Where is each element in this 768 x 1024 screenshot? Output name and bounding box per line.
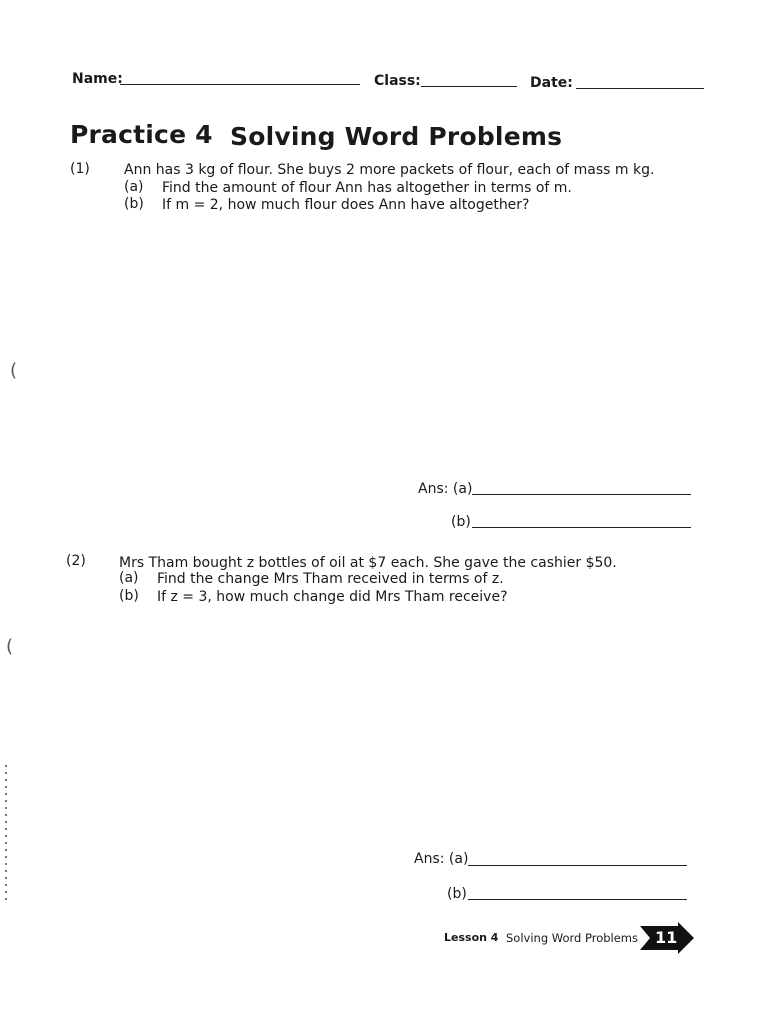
q2a-text: Find the change Mrs Tham received in terms of z.	[157, 571, 504, 587]
q2-stem: Mrs Tham bought z bottles of oil at $7 each. She gave the cashier $50.	[119, 555, 617, 571]
date-line[interactable]	[576, 88, 704, 89]
q1a-label: (a)	[124, 179, 144, 195]
footer-lesson: Lesson 4	[444, 931, 499, 944]
q2-answer-a-line[interactable]	[468, 865, 687, 866]
footer-lesson-title: Solving Word Problems	[506, 931, 638, 945]
page-number: 11	[655, 928, 678, 947]
page-title: Solving Word Problems	[230, 122, 563, 151]
q1-stem: Ann has 3 kg of flour. She buys 2 more packets of flour, each of mass m kg.	[124, 162, 655, 178]
q2a-label: (a)	[119, 570, 139, 586]
practice-heading: Practice 4	[70, 120, 213, 149]
q1b-text: If m = 2, how much flour does Ann have altogether?	[162, 197, 530, 213]
name-label: Name:	[72, 71, 123, 87]
q2-answer-b-label: (b)	[447, 886, 467, 902]
q2-answer-a-label: Ans: (a)	[414, 851, 469, 867]
q2b-text: If z = 3, how much change did Mrs Tham receive?	[157, 589, 508, 605]
q2b-label: (b)	[119, 588, 139, 604]
date-label: Date:	[530, 75, 573, 91]
q1-answer-a-label: Ans: (a)	[418, 481, 473, 497]
name-line[interactable]	[120, 84, 360, 85]
q1a-text: Find the amount of flour Ann has altogether in terms of m.	[162, 180, 572, 196]
q2-answer-b-line[interactable]	[468, 899, 687, 900]
q1b-label: (b)	[124, 196, 144, 212]
margin-mark-1: (	[10, 360, 18, 381]
q1-answer-b-line[interactable]	[472, 527, 691, 528]
edge-scan-dots	[5, 765, 7, 900]
q1-number: (1)	[70, 161, 90, 177]
margin-mark-2: (	[6, 636, 14, 657]
q1-answer-b-label: (b)	[451, 514, 471, 530]
q1-answer-a-line[interactable]	[472, 494, 691, 495]
class-line[interactable]	[421, 86, 517, 87]
page-number-badge	[636, 920, 696, 956]
class-label: Class:	[374, 73, 421, 89]
q2-number: (2)	[66, 553, 86, 569]
